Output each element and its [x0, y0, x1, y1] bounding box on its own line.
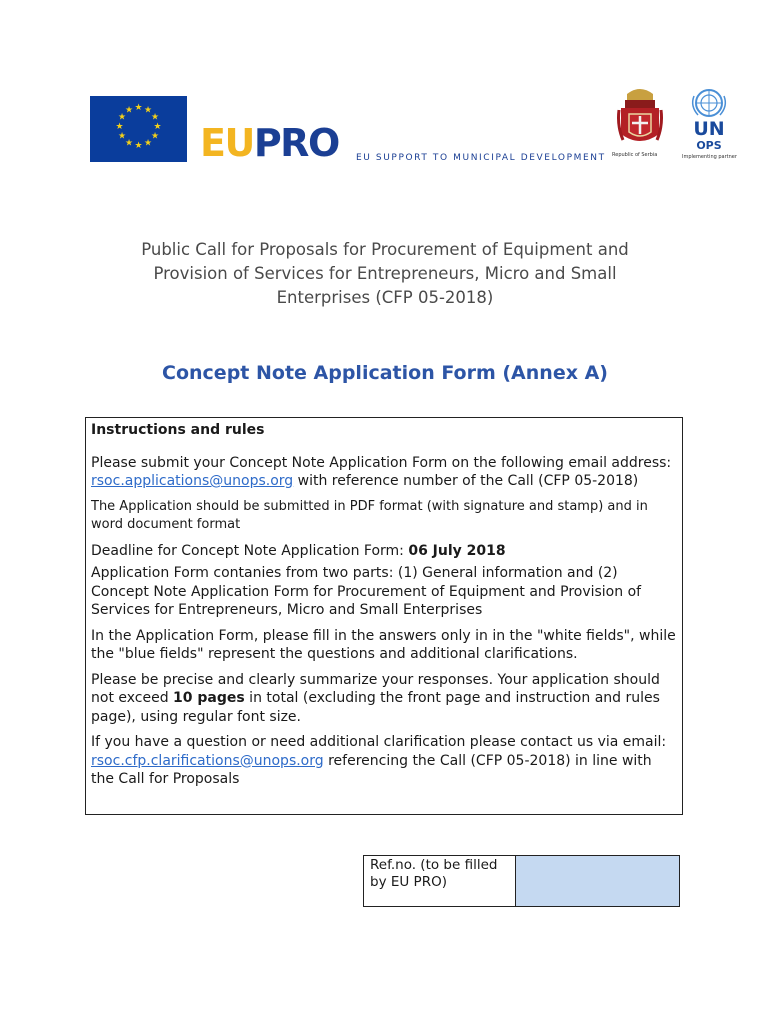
svg-text:★: ★	[150, 112, 160, 123]
svg-text:★: ★	[143, 105, 153, 116]
svg-text:★: ★	[143, 138, 153, 149]
reference-label: Ref.no. (to be filled by EU PRO)	[364, 856, 516, 906]
instruction-contact: If you have a question or need additional clarification please contact us via email: rsoc.cfp.clarifications@unops.org referencing the Call (CFP 05-2018) in line with the Call for Proposals	[91, 734, 667, 787]
instruction-format: The Application should be submitted in PDF format (with signature and stamp) and in word document format	[91, 498, 648, 532]
instruction-deadline: Deadline for Concept Note Application Form: 06 July 2018	[91, 542, 506, 559]
eu-flag-logo	[90, 96, 187, 162]
unops-caption: Implementing partner	[682, 154, 737, 160]
instruction-submit: Please submit your Concept Note Application Form on the following email address: rsoc.applications@unops.org with reference number of the Call (CFP 05-2018)	[91, 454, 672, 489]
svg-text:★: ★	[150, 131, 160, 142]
eupro-tagline: EU SUPPORT TO MUNICIPAL DEVELOPMENT	[356, 153, 606, 163]
unops-ops-text: OPS	[696, 139, 722, 152]
instructions-box	[85, 417, 683, 815]
svg-text:★: ★	[153, 122, 162, 132]
instruction-parts: Application Form contanies from two parts: (1) General information and (2) Concept Note Application Form for Procurement of Equipment and Provision of Services for Entrepreneurs, Micro and Small Enterprises	[91, 565, 642, 618]
reference-number-table	[363, 855, 680, 907]
applications-email-link[interactable]: rsoc.applications@unops.org	[91, 473, 294, 489]
instructions-heading: Instructions and rules	[91, 422, 265, 438]
svg-text:★: ★	[117, 112, 127, 123]
reference-number-field[interactable]	[516, 856, 679, 906]
svg-text:★: ★	[134, 103, 143, 113]
svg-text:★: ★	[115, 122, 124, 132]
instruction-fields: In the Application Form, please fill in the answers only in in the "white fields", while the "blue fields" represent the questions and additional clarifications.	[91, 627, 676, 662]
instruction-length: Please be precise and clearly summarize your responses. Your application should not exceed 10 pages in total (excluding the front page and instruction and rules page), using regular font size.	[91, 671, 660, 725]
clarifications-email-link[interactable]: rsoc.cfp.clarifications@unops.org	[91, 752, 324, 769]
svg-text:★: ★	[124, 138, 134, 149]
svg-text:★: ★	[124, 105, 134, 116]
document-title: Public Call for Proposals for Procurement of Equipment and Provision of Services for Entrepreneurs, Micro and Small Enterprises (CFP 05-2018)	[141, 240, 629, 307]
eupro-logo: EUPRO	[200, 121, 339, 165]
serbia-coat-of-arms-icon	[617, 86, 663, 158]
eu-stars-icon	[90, 96, 187, 162]
form-subtitle: Concept Note Application Form (Annex A)	[162, 362, 608, 384]
serbia-caption: Republic of Serbia	[612, 152, 658, 158]
svg-text:★: ★	[117, 131, 127, 142]
unops-un-text: UN	[693, 118, 725, 140]
svg-text:★: ★	[134, 141, 143, 151]
